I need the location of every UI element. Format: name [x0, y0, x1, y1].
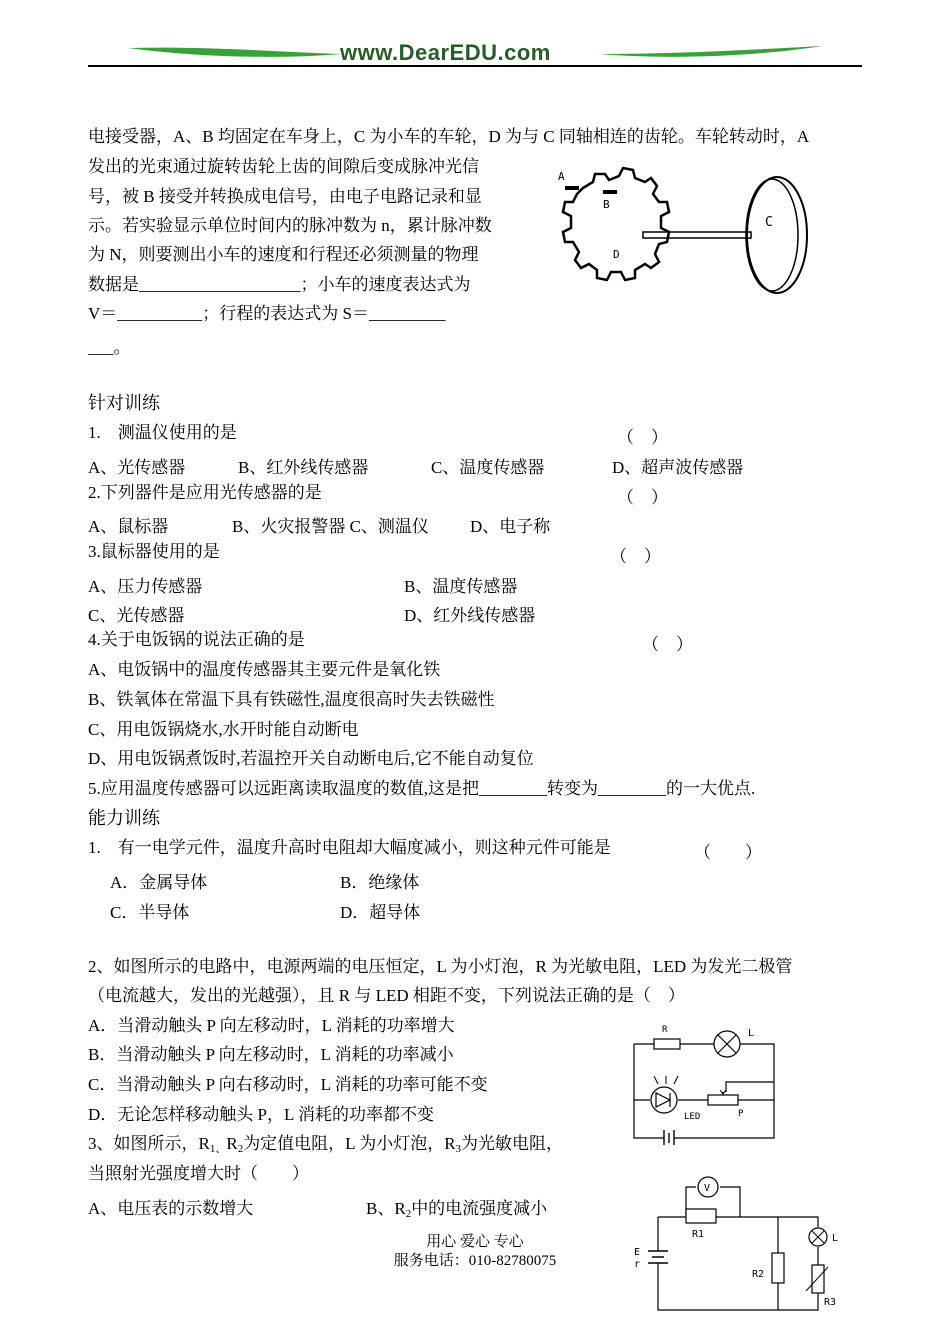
- s2-q3-sub-2: 2: [237, 1143, 244, 1155]
- axle: [643, 232, 751, 238]
- led: [651, 1076, 678, 1113]
- intro-line-8: ___。: [88, 338, 131, 357]
- c2-label-r3: R3: [824, 1297, 837, 1308]
- c1-label-r: R: [662, 1025, 668, 1035]
- intro-line-1: 电接受器，A、B 均固定在车身上，C 为小车的车轮，D 为与 C 同轴相连的齿轮。车轮转动时，A: [88, 127, 810, 146]
- s2-q1-paren: （ ）: [694, 843, 762, 862]
- s2-q3-line2: 当照射光强度增大时（ ）: [88, 1164, 309, 1183]
- s2-q3-text-1: 3、如图所示，R: [88, 1134, 210, 1153]
- section-title-ability: 能力训练: [88, 808, 160, 829]
- battery: [664, 1130, 674, 1145]
- c2-label-r: r: [634, 1259, 641, 1270]
- s2-q3-sub-3: 3: [455, 1143, 462, 1155]
- s1-q4-paren: （ ）: [642, 635, 693, 654]
- s2-q1-d: D．超导体: [340, 903, 421, 922]
- s1-q1: 1. 测温仪使用的是: [88, 423, 237, 442]
- s2-q3-line1: [88, 1134, 563, 1154]
- intro-line-4: 示。若实验显示单位时间内的脉冲数为 n，累计脉冲数: [88, 216, 492, 235]
- circuit-diagram-1: [628, 1020, 780, 1145]
- s1-q2-d: D、电子称: [470, 517, 551, 536]
- s2-q3-b-post: 中的电流强度减小: [411, 1199, 548, 1218]
- s2-q3-text-4: 为光敏电阻，: [461, 1134, 564, 1153]
- c2-label-e: E: [634, 1247, 641, 1258]
- intro-line-3: 号，被 B 接受并转换成电信号，由电子电路记录和显: [88, 187, 482, 206]
- logo-swoosh-left: [128, 42, 343, 62]
- lamp-l: [714, 1031, 740, 1057]
- gear-outline: [563, 168, 669, 280]
- footer-phone: 服务电话：010-82780075: [393, 1253, 557, 1269]
- s1-q1-b: B、红外线传感器: [238, 458, 369, 477]
- s1-q1-c: C、温度传感器: [431, 458, 545, 477]
- c2-label-v: V: [704, 1183, 711, 1194]
- s2-q1: 1. 有一电学元件，温度升高时电阻却大幅度减小，则这种元件可能是: [88, 838, 611, 857]
- s1-q2-bc: B、火灾报警器 C、测温仪: [232, 517, 429, 536]
- voltmeter: [698, 1177, 718, 1197]
- s1-q3-paren: （ ）: [610, 547, 661, 566]
- s2-q2-line2: （电流越大，发出的光越强），且 R 与 LED 相距不变，下列说法正确的是（ ）: [88, 986, 685, 1005]
- s1-q4: 4.关于电饭锅的说法正确的是: [88, 630, 305, 649]
- intro-line-7: V＝__________；行程的表达式为 S＝_________: [88, 304, 446, 323]
- s1-q2-a: A、鼠标器: [88, 517, 169, 536]
- receiver-b: [603, 190, 617, 194]
- label-a: A: [558, 170, 565, 183]
- c1-label-l: L: [748, 1028, 755, 1039]
- s1-q2: 2.下列器件是应用光传感器的是: [88, 483, 322, 502]
- wheel-inner: [746, 179, 798, 291]
- site-logo: www.DearEDU.com: [340, 40, 551, 65]
- header-rule: [88, 65, 862, 67]
- s2-q3-a: A、电压表的示数增大: [88, 1199, 254, 1218]
- c2-label-r2: R2: [752, 1269, 765, 1280]
- s1-q4-c: C、用电饭锅烧水,水开时能自动断电: [88, 720, 359, 739]
- s2-q2-d: D．无论怎样移动触头 P，L 消耗的功率都不变: [88, 1105, 434, 1124]
- s1-q3-b: B、温度传感器: [404, 577, 518, 596]
- logo-swoosh-right: [600, 42, 822, 62]
- s1-q4-a: A、电饭锅中的温度传感器其主要元件是氧化铁: [88, 660, 441, 679]
- c2-label-r1: R1: [692, 1229, 705, 1240]
- rheostat: [708, 1095, 738, 1105]
- s1-q1-d: D、超声波传感器: [612, 458, 744, 477]
- intro-line-2: 发出的光束通过旋转齿轮上齿的间隙后变成脉冲光信: [88, 157, 479, 176]
- c1-label-p: P: [738, 1109, 744, 1119]
- s2-q1-a: A．金属导体: [110, 873, 208, 892]
- s1-q3-c: C、光传感器: [88, 606, 185, 625]
- emitter-a: [565, 186, 579, 190]
- s2-q3-sub-1: 1、: [209, 1143, 227, 1155]
- s2-q2-a: A．当滑动触头 P 向左移动时，L 消耗的功率增大: [88, 1016, 455, 1035]
- intro-line-6: 数据是___________________；小车的速度表达式为: [88, 275, 471, 294]
- s2-q1-c: C．半导体: [110, 903, 190, 922]
- s1-q3-a: A、压力传感器: [88, 577, 203, 596]
- intro-line-5: 为 N，则要测出小车的速度和行程还必须测量的物理: [88, 245, 479, 264]
- resistor-r: [654, 1039, 680, 1049]
- s2-q2-line1: 2、如图所示的电路中，电源两端的电压恒定，L 为小灯泡，R 为光敏电阻，LED 为发光二极管: [88, 957, 793, 976]
- s1-q2-paren: （ ）: [617, 488, 668, 507]
- s1-q4-b: B、铁氧体在常温下具有铁磁性,温度很高时失去铁磁性: [88, 690, 495, 709]
- s2-q3-b-pre: B、R: [366, 1199, 406, 1218]
- s2-q2-b: B．当滑动触头 P 向左移动时，L 消耗的功率减小: [88, 1045, 454, 1064]
- label-c: C: [765, 215, 773, 230]
- s2-q3-text-3: 为定值电阻，L 为小灯泡，R: [243, 1134, 456, 1153]
- s1-q3: 3.鼠标器使用的是: [88, 542, 220, 561]
- s2-q1-b: B．绝缘体: [340, 873, 420, 892]
- label-d: D: [613, 248, 620, 261]
- s2-q3-b-sub: 2: [405, 1208, 412, 1220]
- s1-q3-d: D、红外线传感器: [404, 606, 536, 625]
- s2-q3-text-r2: R: [226, 1134, 238, 1153]
- c2-label-l: L: [832, 1233, 839, 1244]
- gear-wheel-figure: [555, 160, 817, 300]
- s2-q3-b: [366, 1194, 547, 1219]
- c1-label-led: LED: [684, 1112, 701, 1122]
- s1-q1-paren: （ ）: [617, 428, 668, 447]
- resistor-r1: [686, 1209, 716, 1223]
- s1-q1-a: A、光传感器: [88, 458, 186, 477]
- s1-q4-d: D、用电饭锅煮饭时,若温控开关自动断电后,它不能自动复位: [88, 749, 534, 768]
- s2-q2-c: C．当滑动触头 P 向右移动时，L 消耗的功率可能不变: [88, 1075, 488, 1094]
- s1-q5: 5.应用温度传感器可以远距离读取温度的数值,这是把________转变为________的一大优点.: [88, 779, 756, 798]
- label-b: B: [603, 198, 610, 211]
- section-title-training: 针对训练: [88, 393, 160, 414]
- footer-slogan: 用心 爱心 专心: [426, 1234, 524, 1250]
